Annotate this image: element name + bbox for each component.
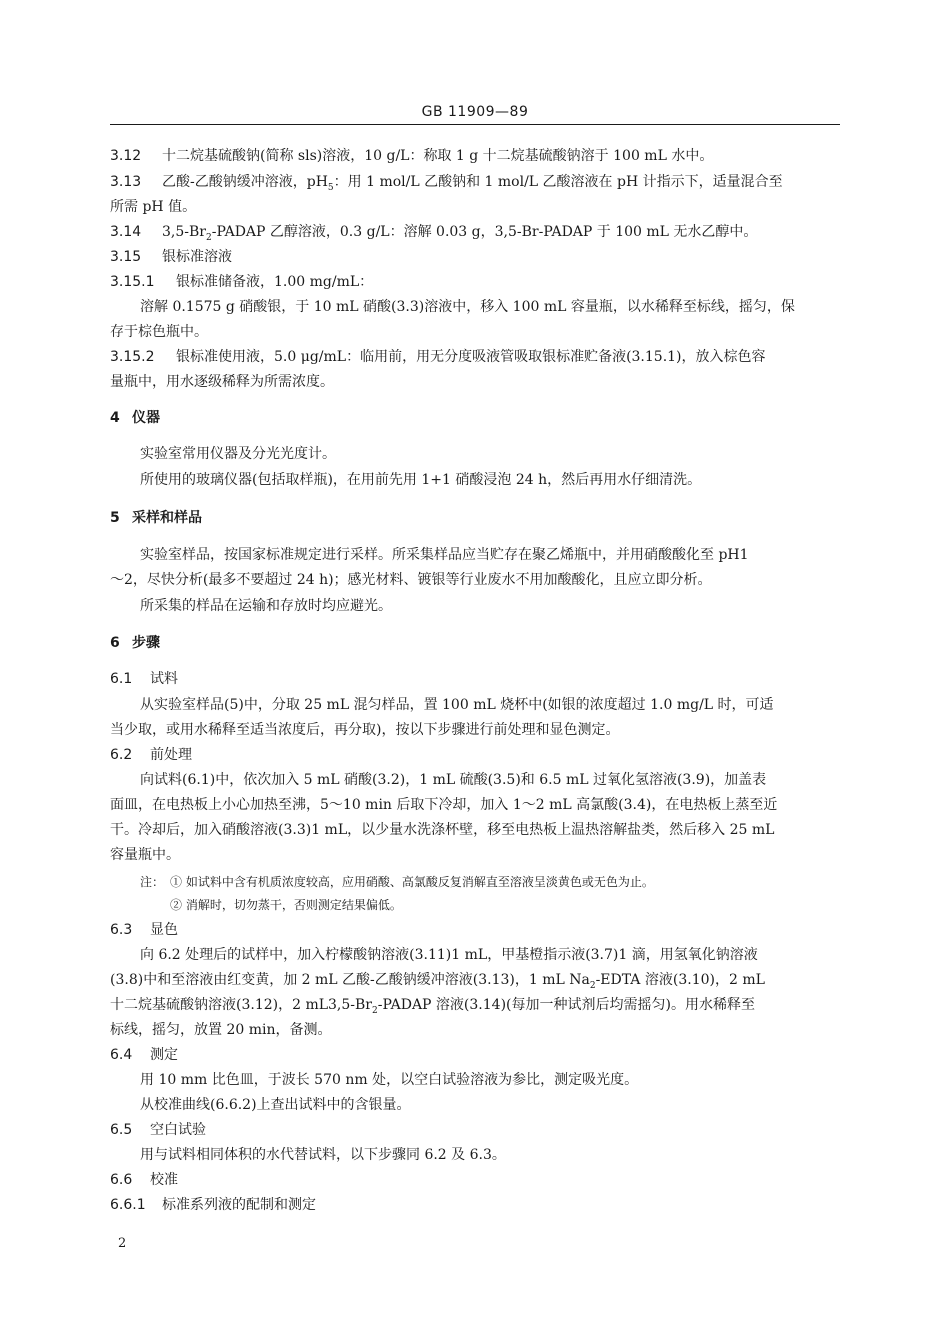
clause-title: 测定 bbox=[150, 1047, 178, 1063]
clause-number: 6.4 bbox=[110, 1047, 133, 1063]
paragraph-text: 所采集的样品在运输和存放时均应避光。 bbox=[140, 598, 392, 614]
clause-title: 前处理 bbox=[150, 747, 192, 763]
clause-title: 空白试验 bbox=[150, 1122, 206, 1138]
clause-number: 3.15 bbox=[110, 249, 142, 265]
paragraph-text: 所使用的玻璃仪器(包括取样瓶)，在用前先用 1+1 硝酸浸泡 24 h，然后再用水仔细清洗。 bbox=[140, 472, 702, 488]
paragraph-text: 干。冷却后，加入硝酸溶液(3.3)1 mL，以少量水洗涤杯壁，移至电热板上温热溶解盐类，然后移入 25 mL bbox=[110, 822, 775, 838]
clause-text: 银标准使用液，5.0 μg/mL：临用前，用无分度吸液管吸取银标准贮备液(3.15.1)，放入棕色容 bbox=[176, 349, 766, 365]
paragraph-text: 用与试料相同体积的水代替试料，以下步骤同 6.2 及 6.3。 bbox=[140, 1147, 506, 1163]
subscript: 2 bbox=[372, 1005, 378, 1016]
clause-number: 3.14 bbox=[110, 224, 142, 240]
paragraph-text: 用 10 mm 比色皿，于波长 570 nm 处，以空白试验溶液为参比，测定吸光度。 bbox=[140, 1072, 639, 1088]
note-text: ① 如试料中含有机质浓度较高，应用硝酸、高氯酸反复消解直至溶液呈淡黄色或无色为止。 bbox=[170, 875, 654, 889]
clause-number: 3.12 bbox=[110, 148, 142, 164]
header-rule bbox=[110, 124, 840, 125]
clause-title: 校准 bbox=[150, 1172, 178, 1188]
note-label: 注： bbox=[140, 875, 165, 889]
section-number: 5 bbox=[110, 510, 120, 526]
clause-text: 所需 pH 值。 bbox=[110, 199, 197, 215]
clause-text: 乙酸-乙酸钠缓冲溶液，pH bbox=[162, 174, 328, 190]
paragraph-text: 存于棕色瓶中。 bbox=[110, 324, 208, 340]
paragraph-text: 容量瓶中。 bbox=[110, 847, 180, 863]
clause-text: 3,5-Br bbox=[162, 224, 206, 240]
paragraph-text: (3.8)中和至溶液由红变黄，加 2 mL 乙酸-乙酸钠缓冲溶液(3.13)，1 mL Na bbox=[110, 972, 590, 988]
clause-number: 3.15.2 bbox=[110, 349, 155, 365]
clause-number: 6.6.1 bbox=[110, 1197, 146, 1213]
paragraph-text: 十二烷基硫酸钠溶液(3.12)，2 mL3,5-Br bbox=[110, 997, 373, 1013]
clause-title: 显色 bbox=[150, 922, 178, 938]
clause-number: 6.2 bbox=[110, 747, 133, 763]
paragraph-text: 溶解 0.1575 g 硝酸银，于 10 mL 硝酸(3.3)溶液中，移入 100 mL 容量瓶，以水稀释至标线，摇匀，保 bbox=[140, 299, 795, 315]
clause-number: 6.6 bbox=[110, 1172, 133, 1188]
note-text: ② 消解时，切勿蒸干，否则测定结果偏低。 bbox=[170, 898, 402, 912]
paragraph-text: 向试料(6.1)中，依次加入 5 mL 硝酸(3.2)，1 mL 硫酸(3.5)和 6.5 mL 过氧化氢溶液(3.9)，加盖表 bbox=[140, 772, 767, 788]
clause-number: 3.15.1 bbox=[110, 274, 155, 290]
clause-number: 6.3 bbox=[110, 922, 133, 938]
section-title: 采样和样品 bbox=[132, 510, 202, 526]
clause-number: 6.5 bbox=[110, 1122, 133, 1138]
paragraph-text: 实验室常用仪器及分光光度计。 bbox=[140, 446, 336, 462]
paragraph-text: 实验室样品，按国家标准规定进行采样。所采集样品应当贮存在聚乙烯瓶中，并用硝酸酸化至 pH1 bbox=[140, 547, 749, 563]
paragraph-text: ～2，尽快分析(最多不要超过 24 h)；感光材料、镀银等行业废水不用加酸酸化，且应立即分析。 bbox=[110, 572, 712, 588]
paragraph-text: -PADAP 溶液(3.14)(每加一种试剂后均需摇匀)。用水稀释至 bbox=[377, 997, 755, 1013]
section-title: 仪器 bbox=[132, 410, 160, 426]
clause-text: 量瓶中，用水逐级稀释为所需浓度。 bbox=[110, 374, 334, 390]
clause-text: ：用 1 mol/L 乙酸钠和 1 mol/L 乙酸溶液在 pH 计指示下，适量混合至 bbox=[333, 174, 783, 190]
section-number: 4 bbox=[110, 410, 120, 426]
section-number: 6 bbox=[110, 635, 120, 651]
paragraph-text: 当少取，或用水稀释至适当浓度后，再分取)，按以下步骤进行前处理和显色测定。 bbox=[110, 722, 620, 738]
clause-number: 3.13 bbox=[110, 174, 142, 190]
paragraph-text: 向 6.2 处理后的试样中，加入柠檬酸钠溶液(3.11)1 mL，甲基橙指示液(3.7)1 滴，用氢氧化钠溶液 bbox=[140, 947, 758, 963]
clause-title: 标准系列液的配制和测定 bbox=[162, 1197, 316, 1213]
clause-text: -PADAP 乙醇溶液，0.3 g/L：溶解 0.03 g，3,5-Br-PADAP 于 100 mL 无水乙醇中。 bbox=[211, 224, 758, 240]
clause-number: 6.1 bbox=[110, 671, 133, 687]
subscript: 5 bbox=[327, 182, 334, 193]
paragraph-text: 从实验室样品(5)中，分取 25 mL 混匀样品，置 100 mL 烧杯中(如银的浓度超过 1.0 mg/L 时，可适 bbox=[140, 697, 774, 713]
subscript: 2 bbox=[589, 980, 596, 991]
paragraph-text: -EDTA 溶液(3.10)，2 mL bbox=[595, 972, 765, 988]
clause-title: 试料 bbox=[150, 671, 178, 687]
subscript: 2 bbox=[205, 232, 212, 243]
clause-text: 十二烷基硫酸钠(简称 sls)溶液，10 g/L：称取 1 g 十二烷基硫酸钠溶于 100 mL 水中。 bbox=[162, 148, 714, 164]
clause-text: 银标准溶液 bbox=[162, 249, 232, 265]
paragraph-text: 从校准曲线(6.6.2)上查出试料中的含银量。 bbox=[140, 1097, 411, 1113]
section-title: 步骤 bbox=[132, 635, 160, 651]
clause-title: 银标准储备液，1.00 mg/mL： bbox=[176, 274, 374, 290]
paragraph-text: 面皿，在电热板上小心加热至沸，5～10 min 后取下冷却，加入 1～2 mL 高氯酸(3.4)，在电热板上蒸至近 bbox=[110, 797, 778, 813]
paragraph-text: 标线，摇匀，放置 20 min，备测。 bbox=[110, 1022, 332, 1038]
page-header: GB 11909—89 bbox=[421, 104, 529, 120]
page-number: 2 bbox=[118, 1236, 127, 1251]
